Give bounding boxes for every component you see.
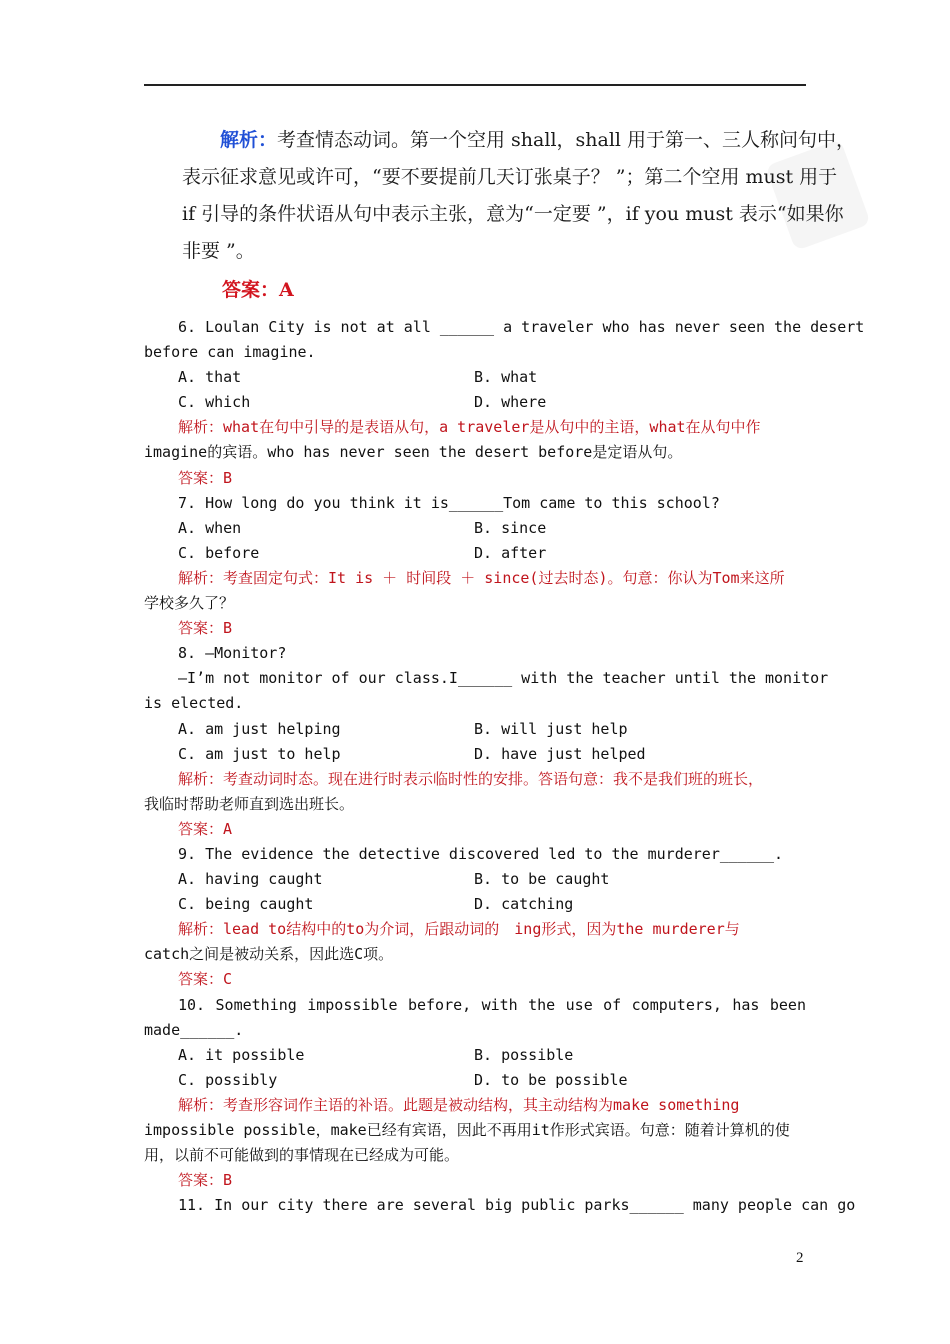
question-9-explanation-cont: catch之间是被动关系，因此选C项。 bbox=[144, 945, 394, 964]
question-8-stem: —I’m not monitor of our class.I______ with the teacher until the monitor bbox=[178, 669, 829, 688]
question-7-explanation: 解析：考查固定句式：It is ＋ 时间段 ＋ since(过去时态)。句意：你认为Tom来这所 bbox=[178, 568, 785, 587]
scanned-explanation bbox=[144, 122, 864, 309]
question-10-options-ab: A. it possible B. possible bbox=[178, 1045, 574, 1064]
question-8-stem-cont: is elected. bbox=[144, 694, 244, 713]
question-7-answer: 答案：B bbox=[178, 619, 233, 638]
question-8-explanation: 解析：考查动词时态。现在进行时表示临时性的安排。答语句意：我不是我们班的班长， bbox=[178, 769, 764, 788]
question-7-options-ab: A. when B. since bbox=[178, 518, 547, 537]
explanation-label: 解析： bbox=[220, 129, 278, 151]
question-8-options-cd: C. am just to help D. have just helped bbox=[178, 744, 646, 763]
question-8-explanation-cont: 我临时帮助老师直到选出班长。 bbox=[144, 794, 355, 813]
question-9-stem: 9. The evidence the detective discovered led to the murderer______. bbox=[178, 844, 784, 863]
question-9-options-ab: A. having caught B. to be caught bbox=[178, 870, 610, 889]
question-6-stem-cont: before can imagine. bbox=[144, 343, 316, 362]
question-6-answer: 答案：B bbox=[178, 468, 233, 487]
question-9-answer: 答案：C bbox=[178, 970, 233, 989]
question-8-prompt: 8. —Monitor? bbox=[178, 644, 287, 663]
question-6-explanation: 解析：what在句中引导的是表语从句，a traveler是从句中的主语，what在从句中作 bbox=[178, 418, 761, 437]
explanation-line-1: 解析：考查情态动词。第一个空用 shall，shall 用于第一、三人称问句中， bbox=[220, 129, 856, 151]
header-rule bbox=[144, 84, 806, 86]
question-10-explanation: 解析：考查形容词作主语的补语。此题是被动结构，其主动结构为make something bbox=[178, 1095, 740, 1114]
question-6-options-cd: C. which D. where bbox=[178, 393, 547, 412]
answer-line bbox=[144, 272, 864, 309]
question-10-explanation-cont-2: 用，以前不可能做到的事情现在已经成为可能。 bbox=[144, 1146, 460, 1165]
question-10-explanation-cont: impossible possible，make已经有宾语，因此不再用it作形式宾语。句意：随着计算机的使 bbox=[144, 1121, 790, 1139]
question-10-options-cd: C. possibly D. to be possible bbox=[178, 1070, 628, 1089]
question-list bbox=[144, 315, 865, 1218]
question-9-options-cd: C. being caught D. catching bbox=[178, 895, 574, 914]
question-7-stem: 7. How long do you think it is______Tom came to this school? bbox=[178, 493, 720, 512]
question-6-options-ab: A. that B. what bbox=[178, 368, 538, 387]
explanation-line-2: 表示征求意见或许可，“要不要提前几天订张桌子？ ”；第二个空用 must 用于 bbox=[182, 166, 838, 188]
question-7-explanation-cont: 学校多久了？ bbox=[144, 594, 235, 613]
question-10-stem-cont: made______. bbox=[144, 1020, 244, 1039]
explanation-line-4: 非要 ”。 bbox=[182, 240, 255, 262]
question-6-explanation-cont: imagine的宾语。who has never seen the desert before是定语从句。 bbox=[144, 443, 683, 462]
question-6-stem: 6. Loulan City is not at all ______ a traveler who has never seen the desert bbox=[178, 318, 865, 336]
question-8-options-ab: A. am just helping B. will just help bbox=[178, 719, 628, 738]
question-9-explanation: 解析：lead to结构中的to为介词，后跟动词的 ing形式，因为the murderer与 bbox=[178, 920, 740, 939]
question-7-options-cd: C. before D. after bbox=[178, 543, 547, 562]
explanation-line-3: if 引导的条件状语从句中表示主张，意为“一定要 ”，if you must 表示“如果你 bbox=[182, 203, 844, 225]
answer-value: A bbox=[279, 279, 294, 301]
page-number: 2 bbox=[796, 1250, 804, 1266]
question-8-answer: 答案：A bbox=[178, 819, 233, 838]
question-10-answer: 答案：B bbox=[178, 1171, 233, 1190]
answer-label: 答案： bbox=[222, 279, 280, 301]
question-11-stem: 11. In our city there are several big public parks______ many people can go bbox=[178, 1196, 856, 1215]
question-10-stem: 10. Something impossible before, with the use of computers, has been bbox=[178, 995, 806, 1014]
